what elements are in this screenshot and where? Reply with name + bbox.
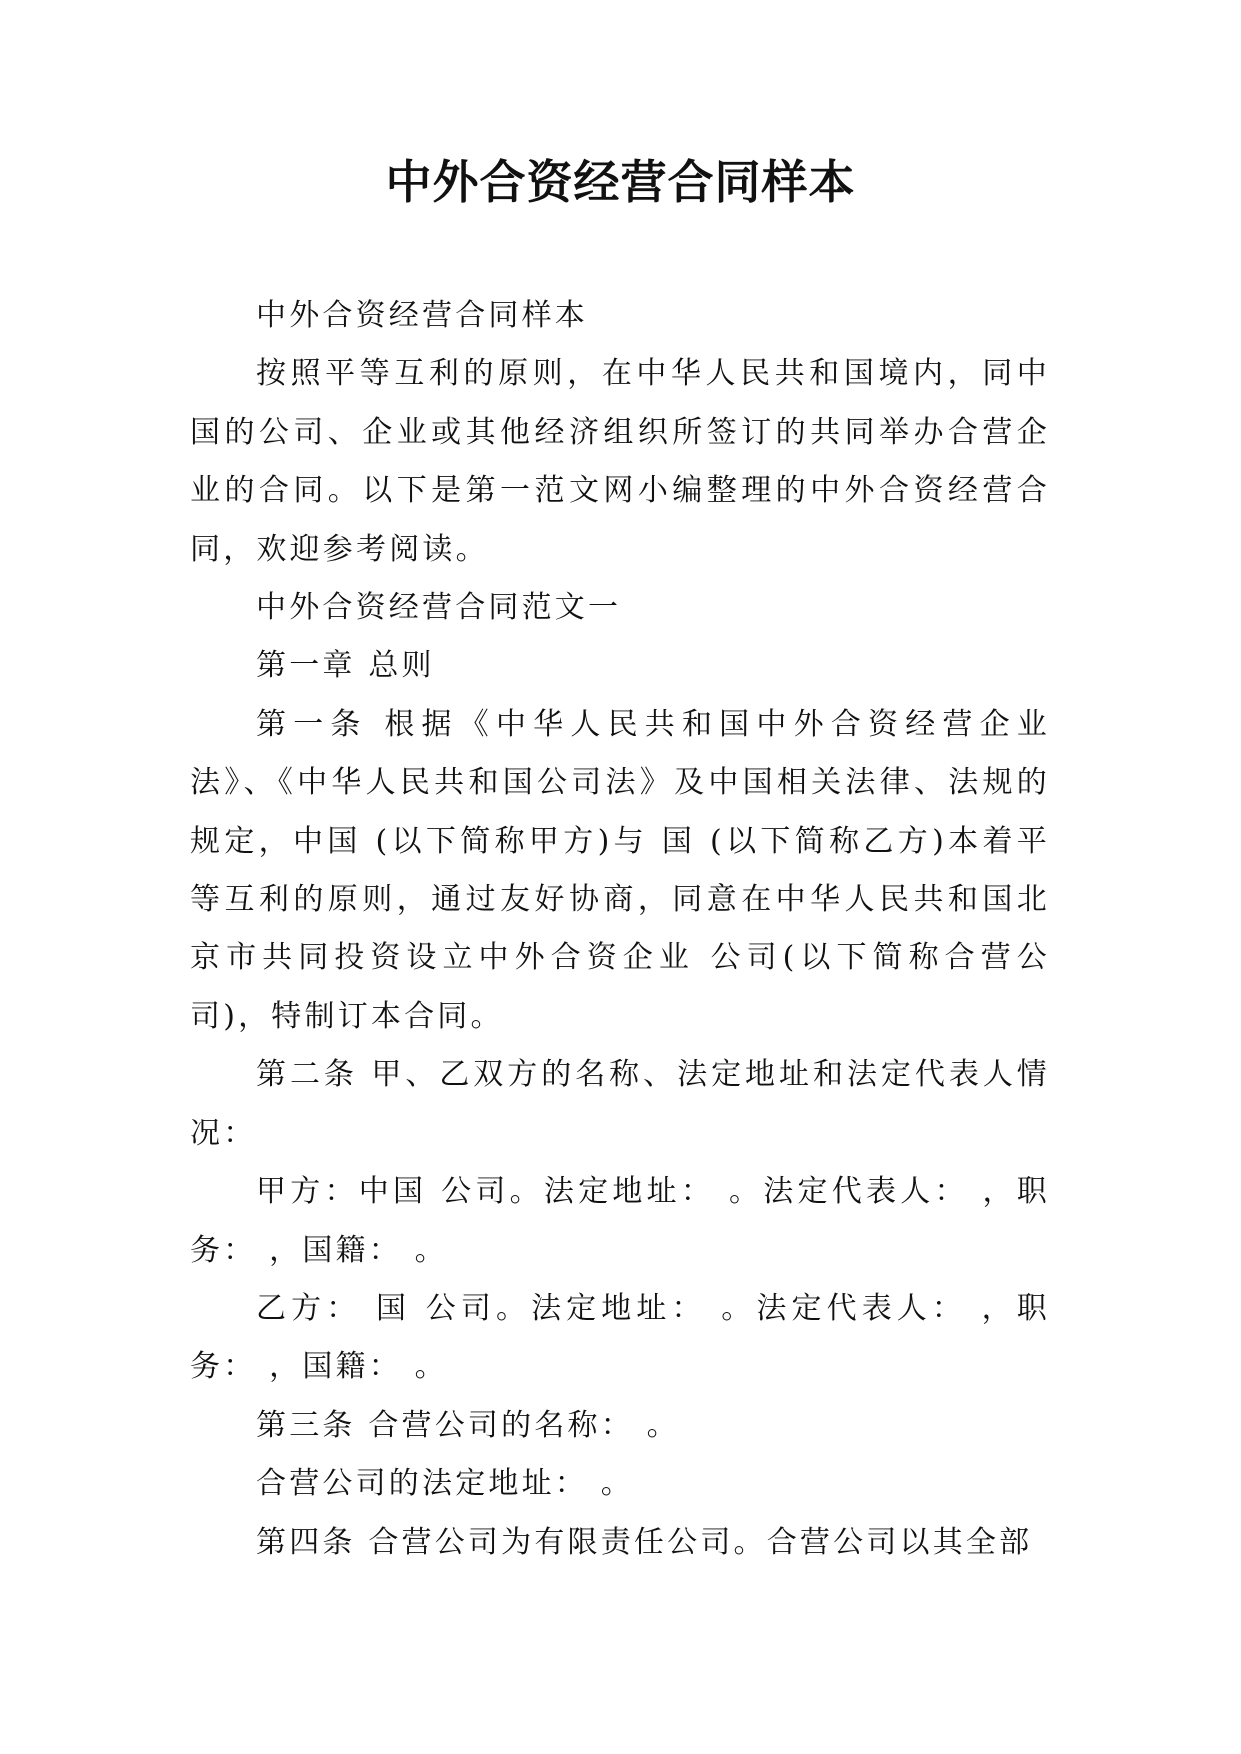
paragraph-article-2: 第二条 甲、乙双方的名称、法定地址和法定代表人情况： <box>190 1057 1050 1151</box>
document-title: 中外合资经营合同样本 <box>385 155 856 209</box>
paragraph-party-b: 乙方： 国 公司。法定地址： 。法定代表人： ，职务： ，国籍： 。 <box>190 1290 1050 1385</box>
paragraph-subtitle: 中外合资经营合同样本 <box>256 298 588 333</box>
paragraph-chapter-heading: 第一章 总则 <box>256 648 435 684</box>
paragraph-intro: 按照平等互利的原则，在中华人民共和国境内，同中国的公司、企业或其他经济组织所签订的共同举办合营企业的合同。以下是第一范文网小编整理的中外合资经营合同，欢迎参考阅读。 <box>190 356 1050 567</box>
paragraph-sample-heading: 中外合资经营合同范文一 <box>256 590 622 626</box>
document-body <box>190 287 1050 1572</box>
paragraph-legal-address: 合营公司的法定地址： 。 <box>256 1466 634 1502</box>
paragraph-article-3: 第三条 合营公司的名称： 。 <box>256 1407 680 1443</box>
paragraph-article-4: 第四条 合营公司为有限责任公司。合营公司以其全部 <box>256 1524 1033 1560</box>
paragraph-article-1: 第一条 根据《中华人民共和国中外合资经营企业法》、《中华人民共和国公司法》及中国相关法律、法规的规定，中国 (以下简称甲方)与 国 (以下简称乙方)本着平等互利的原则，通过友好协商，同意在中华人民共和国北京市共同投资设立中外合资企业 公司(以下简称合营公司)，特制订本合同。 <box>190 706 1050 1034</box>
paragraph-party-a: 甲方：中国 公司。法定地址： 。法定代表人： ，职务： ，国籍： 。 <box>190 1174 1050 1268</box>
